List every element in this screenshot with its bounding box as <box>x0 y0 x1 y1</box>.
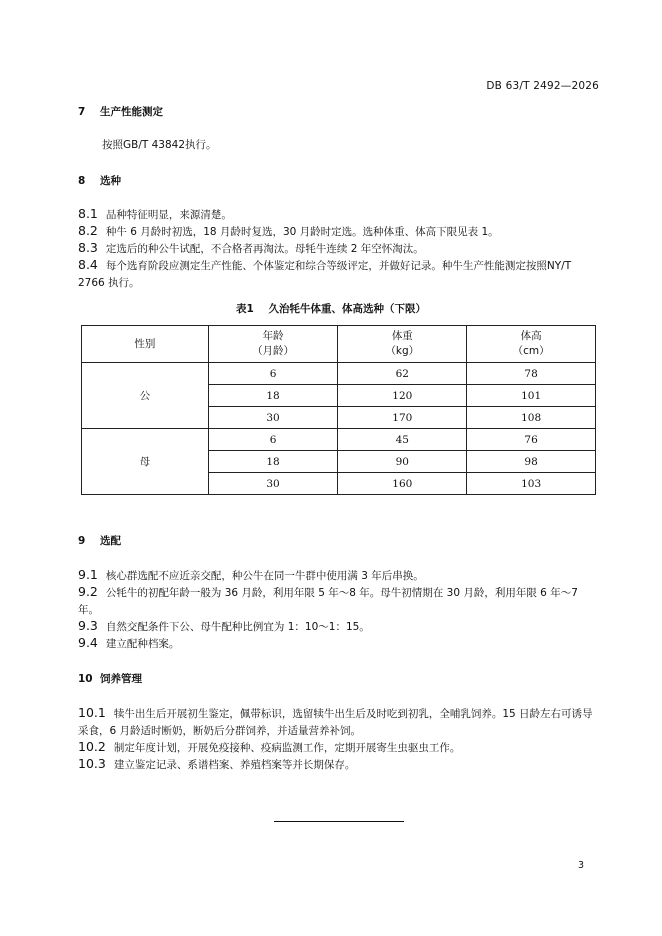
section-number: 7 <box>78 106 86 118</box>
table-caption: 表1 久治牦牛体重、体高选种（下限） <box>236 303 426 315</box>
table-row <box>82 429 596 451</box>
clause-number: 8.2 <box>78 223 98 238</box>
clause-number: 8.3 <box>78 240 98 255</box>
age-cell: 30 <box>208 407 338 429</box>
section-title: 选种 <box>100 175 121 187</box>
clause-number: 9.4 <box>78 635 98 650</box>
section-number: 8 <box>78 175 86 187</box>
clause-text: 犊牛出生后开展初生鉴定，佩带标识，选留犊牛出生后及时吃到初乳，全哺乳饲养。15 日龄左右可诱导采食，6 月龄适时断奶，断奶后分群饲养，并适量营养补饲。 <box>78 708 593 737</box>
clause-10-3 <box>78 755 600 774</box>
header-sex: 性别 <box>82 326 209 363</box>
clause-9-2 <box>78 583 600 619</box>
section-7-text: 按照GB/T 43842执行。 <box>102 139 217 151</box>
clause-10-1 <box>78 704 600 740</box>
table-row <box>82 363 596 385</box>
height-cell: 76 <box>467 429 596 451</box>
clause-number: 9.3 <box>78 618 98 633</box>
page-number: 3 <box>577 860 584 871</box>
header-height <box>467 326 596 363</box>
header-height-label: 体高 <box>520 330 542 342</box>
section-9-heading <box>78 533 121 548</box>
height-cell: 108 <box>467 407 596 429</box>
age-cell: 18 <box>208 385 338 407</box>
header-age <box>208 326 338 363</box>
weight-cell: 62 <box>338 363 467 385</box>
end-rule <box>274 821 404 822</box>
weight-cell: 90 <box>338 451 467 473</box>
age-cell: 6 <box>208 363 338 385</box>
clause-number: 8.1 <box>78 206 98 221</box>
clause-number: 10.3 <box>78 756 106 771</box>
clause-text: 品种特征明显，来源清楚。 <box>105 209 232 221</box>
age-cell: 30 <box>208 473 338 495</box>
weight-cell: 120 <box>338 385 467 407</box>
clause-text: 公牦牛的初配年龄一般为 36 月龄，利用年限 5 年～8 年。母牛初情期在 30 月龄，利用年限 6 年～7 年。 <box>78 587 578 616</box>
clause-text: 自然交配条件下公、母牛配种比例宜为 1：10～1：15。 <box>105 621 370 633</box>
clause-text: 建立鉴定记录、系谱档案、养殖档案等并长期保存。 <box>113 759 356 771</box>
section-number: 10 <box>78 673 93 685</box>
header-age-label: 年龄 <box>262 330 284 342</box>
section-title: 选配 <box>100 535 121 547</box>
section-number: 9 <box>78 535 86 547</box>
section-title: 生产性能测定 <box>100 106 163 118</box>
clause-9-4 <box>78 634 600 653</box>
clause-8-4 <box>78 256 600 292</box>
sex-cell-female: 母 <box>82 429 209 495</box>
clause-text: 定选后的种公牛试配，不合格者再淘汰。母牦牛连续 2 年空怀淘汰。 <box>105 243 424 255</box>
selection-table <box>81 325 596 495</box>
section-10-heading <box>78 671 142 686</box>
age-cell: 6 <box>208 429 338 451</box>
clause-text: 制定年度计划，开展免疫接种、疫病监测工作，定期开展寄生虫驱虫工作。 <box>113 742 461 754</box>
weight-cell: 160 <box>338 473 467 495</box>
age-cell: 18 <box>208 451 338 473</box>
section-8-heading <box>78 173 121 188</box>
clause-number: 10.2 <box>78 739 106 754</box>
header-height-unit: （cm） <box>512 345 550 357</box>
clause-text: 核心群选配不应近亲交配，种公牛在同一牛群中使用满 3 年后串换。 <box>105 570 424 582</box>
header-age-unit: （月龄） <box>252 345 295 357</box>
height-cell: 103 <box>467 473 596 495</box>
weight-cell: 170 <box>338 407 467 429</box>
clause-text: 每个选育阶段应测定生产性能、个体鉴定和综合等级评定，并做好记录。种牛生产性能测定按照NY/T 2766 执行。 <box>78 260 572 289</box>
height-cell: 98 <box>467 451 596 473</box>
table-header-row <box>82 326 596 363</box>
clause-number: 9.1 <box>78 567 98 582</box>
header-weight-label: 体重 <box>391 330 413 342</box>
section-7-heading <box>78 104 163 119</box>
header-weight <box>338 326 467 363</box>
weight-cell: 45 <box>338 429 467 451</box>
height-cell: 78 <box>467 363 596 385</box>
clause-text: 建立配种档案。 <box>105 638 180 650</box>
sex-cell-male: 公 <box>82 363 209 429</box>
document-code: DB 63/T 2492—2026 <box>486 80 599 92</box>
header-weight-unit: （kg） <box>385 345 420 357</box>
height-cell: 101 <box>467 385 596 407</box>
clause-number: 9.2 <box>78 584 98 599</box>
clause-number: 10.1 <box>78 705 106 720</box>
clause-text: 种牛 6 月龄时初选，18 月龄时复选，30 月龄时定选。选种体重、体高下限见表 1。 <box>105 226 499 238</box>
clause-number: 8.4 <box>78 257 98 272</box>
section-title: 饲养管理 <box>100 673 142 685</box>
